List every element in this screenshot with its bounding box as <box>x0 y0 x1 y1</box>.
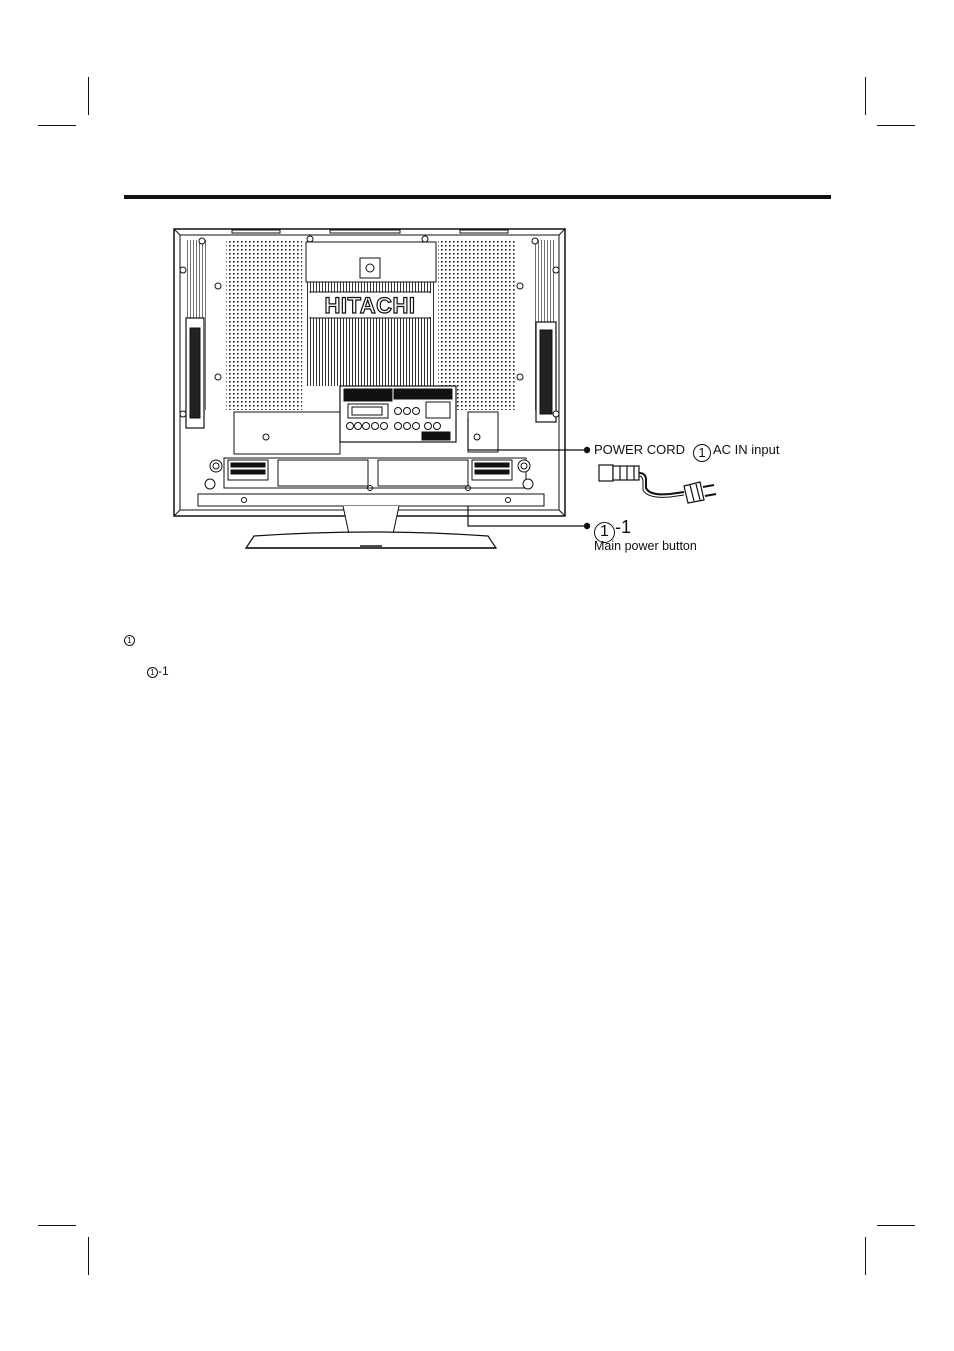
ac-in-number: 1 <box>693 444 711 462</box>
callout-dot-icon <box>584 447 590 453</box>
crop-mark-bottom-right-v <box>865 1237 866 1275</box>
crop-mark-bottom-left-h <box>38 1225 76 1226</box>
main-power-suffix: -1 <box>615 517 632 537</box>
note-1-number: 1 <box>124 635 135 646</box>
brand-logo <box>308 293 432 318</box>
note-1 <box>124 632 135 646</box>
power-cord-callout <box>594 442 779 462</box>
note-1-1-suffix: -1 <box>158 664 169 678</box>
crop-mark-bottom-right-h <box>877 1225 915 1226</box>
main-power-number: 1 <box>594 522 615 543</box>
ac-in-label: AC IN input <box>713 442 780 457</box>
power-cord-label: POWER CORD <box>594 442 685 457</box>
callout-dot-icon <box>584 523 590 529</box>
main-power-label: Main power button <box>594 539 697 553</box>
note-1-1-number: 1 <box>147 667 158 678</box>
svg-text:HITACHI: HITACHI <box>324 293 416 318</box>
crop-mark-bottom-left-v <box>88 1237 89 1275</box>
tv-body <box>174 229 565 548</box>
note-1-1 <box>147 664 169 678</box>
tv-rear-diagram <box>0 0 954 600</box>
power-cord-plug-icon <box>599 465 716 503</box>
